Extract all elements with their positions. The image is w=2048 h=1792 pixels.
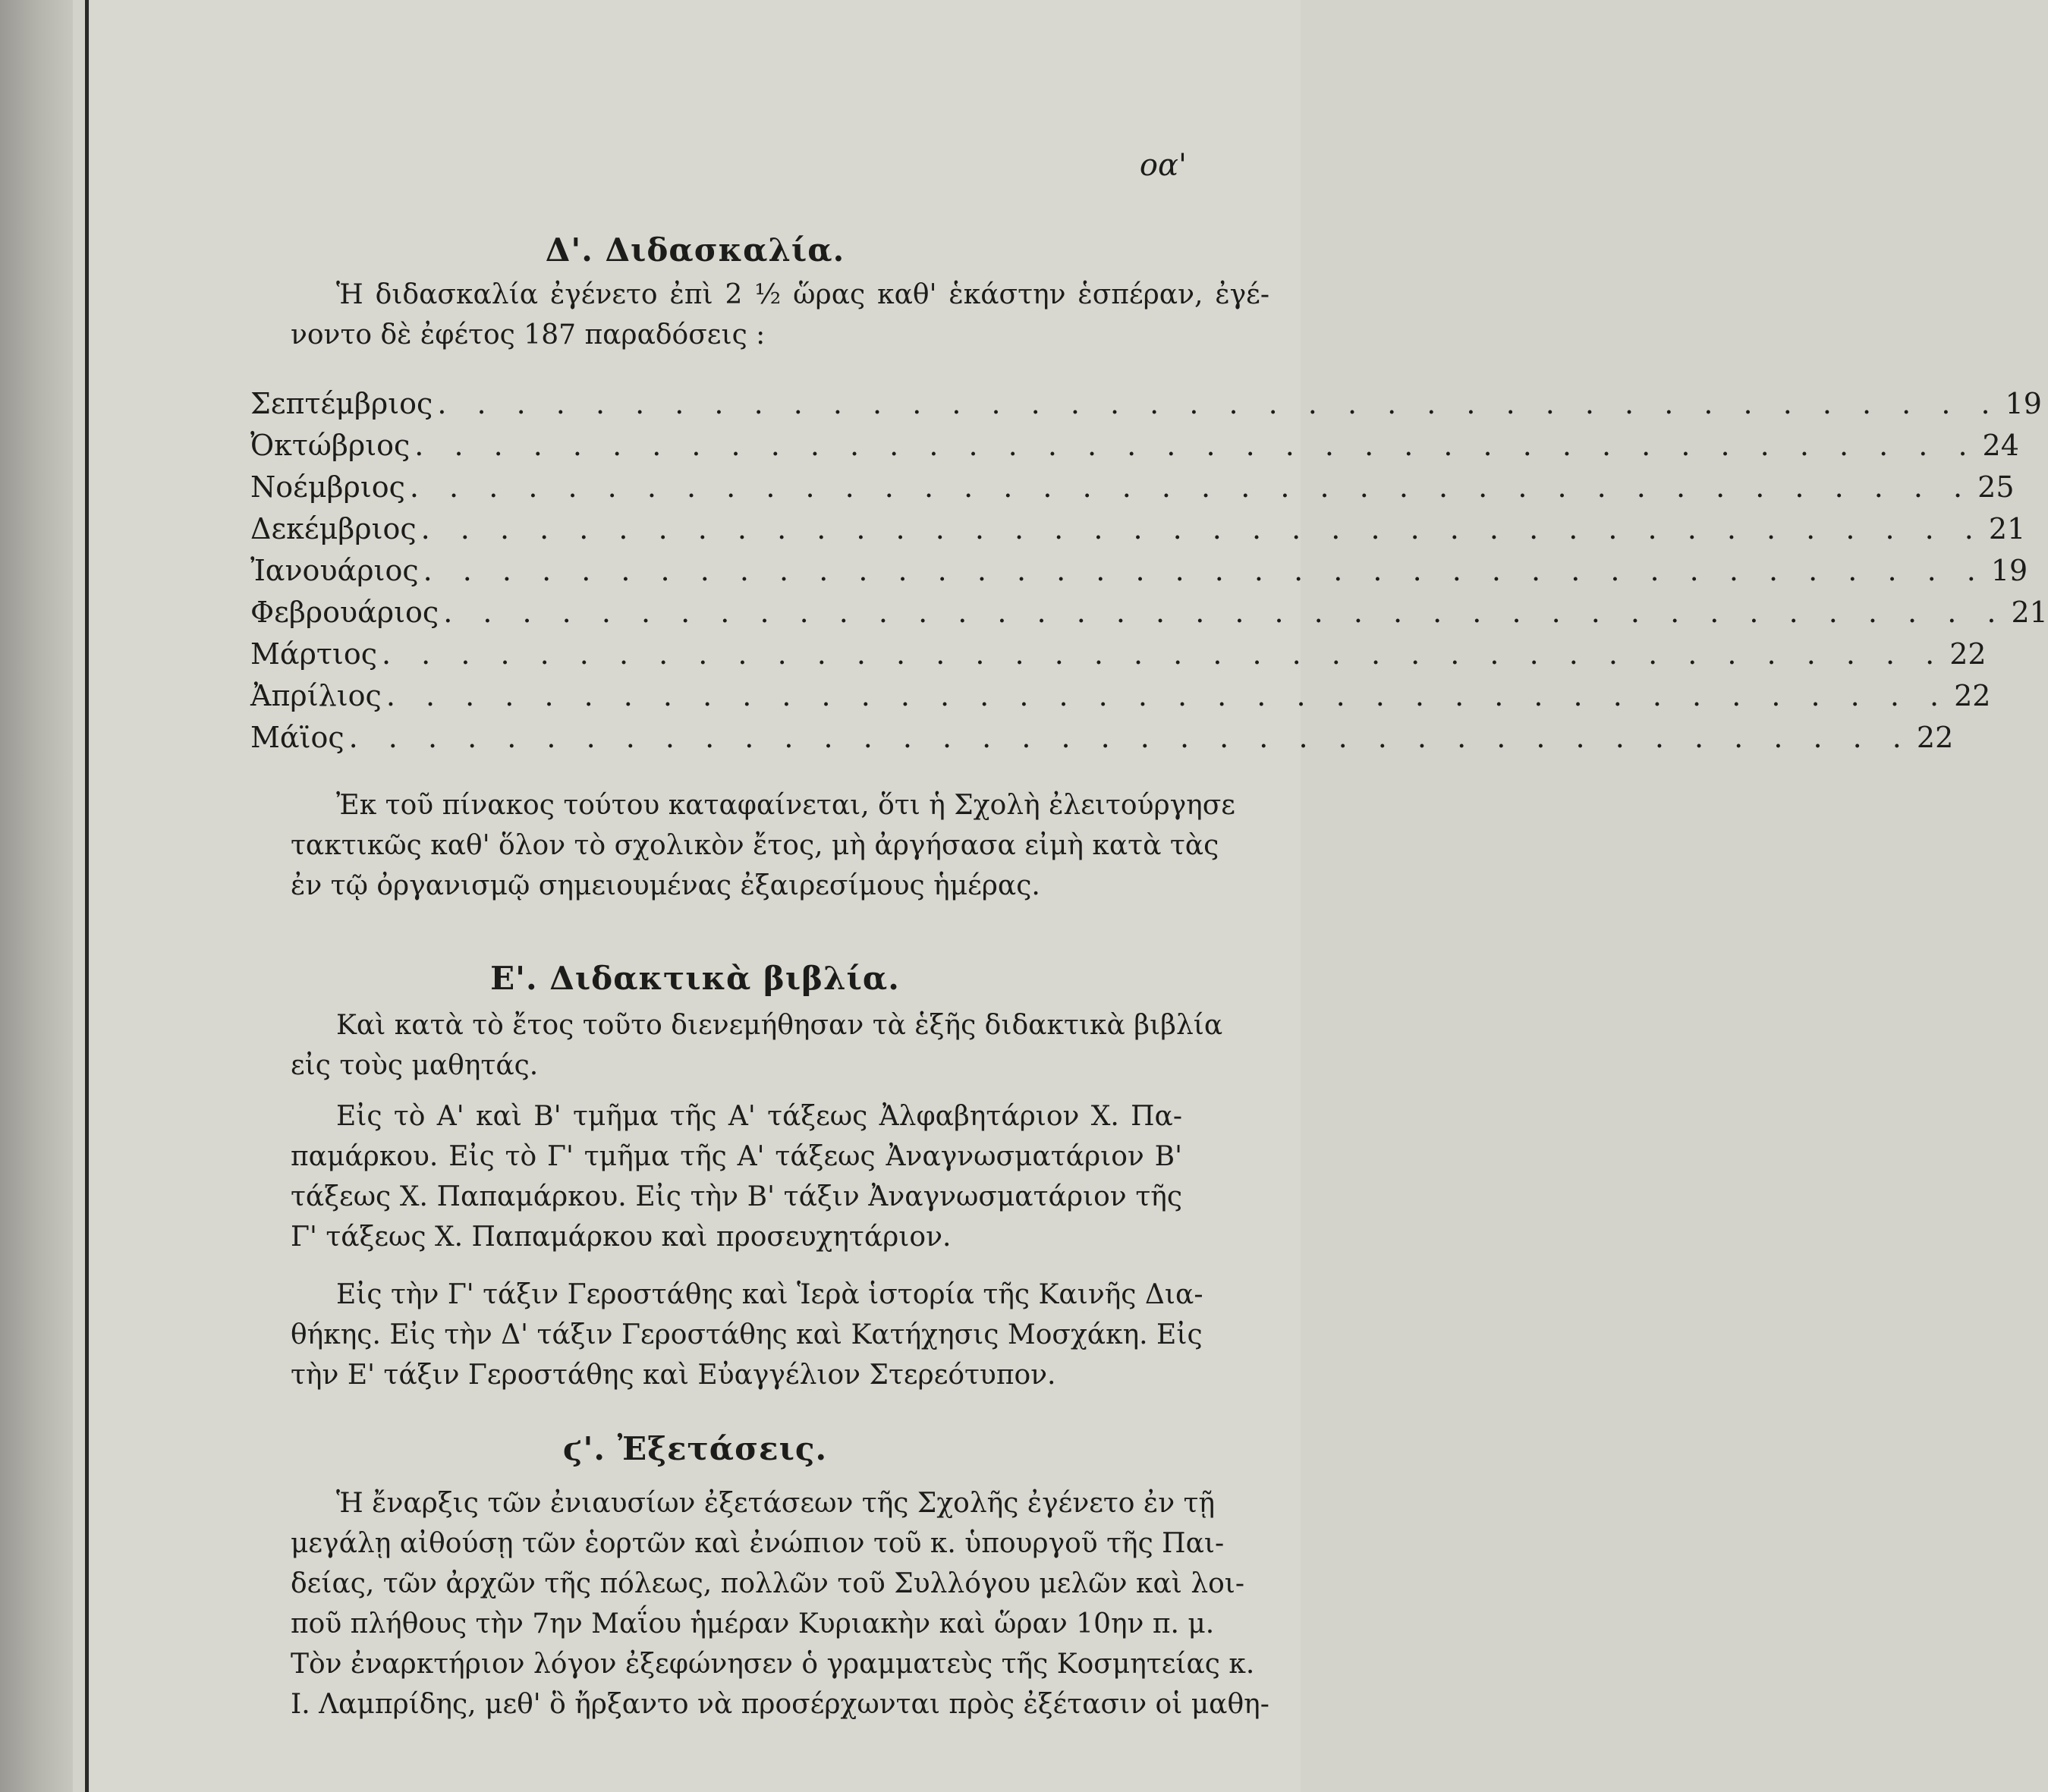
lesson-count: 21 bbox=[1988, 512, 2026, 545]
text-line: μεγάλῃ αἰθούσῃ τῶν ἑορτῶν καὶ ἐνώπιον τοῦ κ. ὑπουργοῦ τῆς Παι- bbox=[291, 1528, 1225, 1559]
month-name: Νοέμβριος bbox=[250, 470, 405, 504]
month-name: Ἀπρίλιος bbox=[250, 679, 382, 712]
lesson-count: 24 bbox=[1982, 429, 2019, 462]
binding-edge bbox=[85, 0, 89, 1792]
paragraph-exams bbox=[291, 1483, 1269, 1724]
text-line: Ι. Λαμπρίδης, μεθ' ὃ ἤρξαντο νὰ προσέρχωνται πρὸς ἐξέτασιν οἱ μαθη- bbox=[291, 1689, 1269, 1720]
list-item bbox=[250, 637, 1987, 679]
text-line: ἐν τῷ ὀργανισμῷ σημειουμένας ἐξαιρεσίμους ἡμέρας. bbox=[291, 870, 1040, 901]
list-item bbox=[250, 470, 2015, 512]
text-line: Καὶ κατὰ τὸ ἔτος τοῦτο διενεμήθησαν τὰ ἑξῆς διδακτικὰ βιβλία bbox=[336, 1010, 1223, 1041]
text-line: Εἰς τὴν Γ' τάξιν Γεροστάθης καὶ Ἱερὰ ἱστορία τῆς Καινῆς Δια- bbox=[336, 1279, 1203, 1310]
text-line: δείας, τῶν ἀρχῶν τῆς πόλεως, πολλῶν τοῦ Συλλόγου μελῶν καὶ λοι- bbox=[291, 1568, 1245, 1599]
lesson-count: 19 bbox=[2005, 387, 2042, 420]
month-name: Δεκέμβριος bbox=[250, 512, 417, 545]
list-item bbox=[250, 512, 2026, 554]
section-heading-books: Ε'. Διδακτικὰ βιβλία. bbox=[490, 960, 900, 997]
list-item bbox=[250, 721, 1954, 762]
paragraph-books-intro bbox=[291, 1005, 1223, 1086]
leader-dots: . . . . . . . . . . . . . . . . . . . . . . . . . . . . . . . . . . . . . . . . bbox=[443, 596, 2007, 629]
lesson-count: 22 bbox=[1954, 679, 1991, 712]
text-line: Ἐκ τοῦ πίνακος τούτου καταφαίνεται, ὅτι ἡ Σχολὴ ἐλειτούργησε bbox=[336, 790, 1235, 821]
paragraph-books-classes bbox=[291, 1096, 1182, 1257]
month-name: Μάρτιος bbox=[250, 637, 377, 671]
book-gutter bbox=[0, 0, 73, 1792]
lesson-count: 25 bbox=[1977, 470, 2015, 504]
text-line: τάξεως Χ. Παπαμάρκου. Εἰς τὴν Β' τάξιν Ἀναγνωσματάριον τῆς bbox=[291, 1181, 1182, 1212]
leader-dots: . . . . . . . . . . . . . . . . . . . . . . . . . . . . . . . . . . . . . . . . bbox=[385, 679, 1950, 712]
leader-dots: . . . . . . . . . . . . . . . . . . . . . . . . . . . . . . . . . . . . . . . . bbox=[382, 637, 1946, 671]
leader-dots: . . . . . . . . . . . . . . . . . . . . . . . . . . . . . . . . . . . . . . . . bbox=[437, 387, 2001, 420]
leader-dots: . . . . . . . . . . . . . . . . . . . . . . . . . . . . . . . . . . . . . . . . bbox=[414, 429, 1978, 462]
section-heading-exams: ϛ'. Ἐξετάσεις. bbox=[562, 1430, 828, 1467]
leader-dots: . . . . . . . . . . . . . . . . . . . . . . . . . . . . . . . . . . . . . . . . bbox=[423, 554, 1987, 587]
page-number: οα' bbox=[1139, 148, 1187, 183]
lesson-count: 22 bbox=[1949, 637, 1987, 671]
month-lessons-list bbox=[250, 387, 2048, 762]
month-name: Μάϊος bbox=[250, 721, 344, 754]
leader-dots: . . . . . . . . . . . . . . . . . . . . . . . . . . . . . . . . . . . . . . . . bbox=[409, 470, 1974, 504]
text-line: τακτικῶς καθ' ὅλον τὸ σχολικὸν ἔτος, μὴ ἀργήσασα εἰμὴ κατὰ τὰς bbox=[291, 830, 1219, 861]
text-line: θήκης. Εἰς τὴν Δ' τάξιν Γεροστάθης καὶ Κατήχησις Μοσχάκη. Εἰς bbox=[291, 1319, 1203, 1350]
text-line: Εἰς τὸ Α' καὶ Β' τμῆμα τῆς Α' τάξεως Ἀλφαβητάριον Χ. Πα- bbox=[336, 1101, 1182, 1132]
text-line: Τὸν ἐναρκτήριον λόγον ἐξεφώνησεν ὁ γραμματεὺς τῆς Κοσμητείας κ. bbox=[291, 1649, 1255, 1680]
text-line: παμάρκου. Εἰς τὸ Γ' τμῆμα τῆς Α' τάξεως Ἀναγνωσματάριον Β' bbox=[291, 1141, 1182, 1172]
leader-dots: . . . . . . . . . . . . . . . . . . . . . . . . . . . . . . . . . . . . . . . . bbox=[420, 512, 1984, 545]
section-heading-didaskalia: Δ'. Διδασκαλία. bbox=[545, 231, 845, 269]
list-item bbox=[250, 387, 2042, 429]
paragraph-books-upper bbox=[291, 1275, 1203, 1395]
text-line: εἰς τοὺς μαθητάς. bbox=[291, 1050, 539, 1081]
text-line: Ἡ ἔναρξις τῶν ἐνιαυσίων ἐξετάσεων τῆς Σχολῆς ἐγένετο ἐν τῇ bbox=[336, 1488, 1216, 1519]
list-item bbox=[250, 679, 1991, 721]
text-line: τὴν Ε' τάξιν Γεροστάθης καὶ Εὐαγγέλιον Στερεότυπον. bbox=[291, 1360, 1056, 1391]
list-item bbox=[250, 429, 2019, 470]
text-line: ποῦ πλήθους τὴν 7ην Μαΐου ἡμέραν Κυριακὴν καὶ ὥραν 10ην π. μ. bbox=[291, 1608, 1215, 1640]
list-item bbox=[250, 554, 2028, 596]
month-name: Ὀκτώβριος bbox=[250, 429, 411, 462]
text-line: Ἡ διδασκαλία ἐγένετο ἐπὶ 2 ½ ὥρας καθ' ἑκάστην ἑσπέραν, ἐγέ- bbox=[336, 279, 1269, 310]
text-line: νοντο δὲ ἐφέτος 187 παραδόσεις : bbox=[291, 319, 766, 351]
list-item bbox=[250, 596, 2048, 637]
leader-dots: . . . . . . . . . . . . . . . . . . . . . . . . . . . . . . . . . . . . . . . . bbox=[348, 721, 1912, 754]
month-name: Φεβρουάριος bbox=[250, 596, 439, 629]
lesson-count: 19 bbox=[1990, 554, 2028, 587]
lesson-count: 21 bbox=[2011, 596, 2048, 629]
text-line: Γ' τάξεως Χ. Παπαμάρκου καὶ προσευχητάριον. bbox=[291, 1221, 952, 1253]
month-name: Ἰανουάριος bbox=[250, 554, 419, 587]
month-name: Σεπτέμβριος bbox=[250, 387, 433, 420]
paragraph-intro bbox=[291, 275, 1269, 355]
paragraph-conclusion bbox=[291, 785, 1235, 906]
lesson-count: 22 bbox=[1916, 721, 1954, 754]
